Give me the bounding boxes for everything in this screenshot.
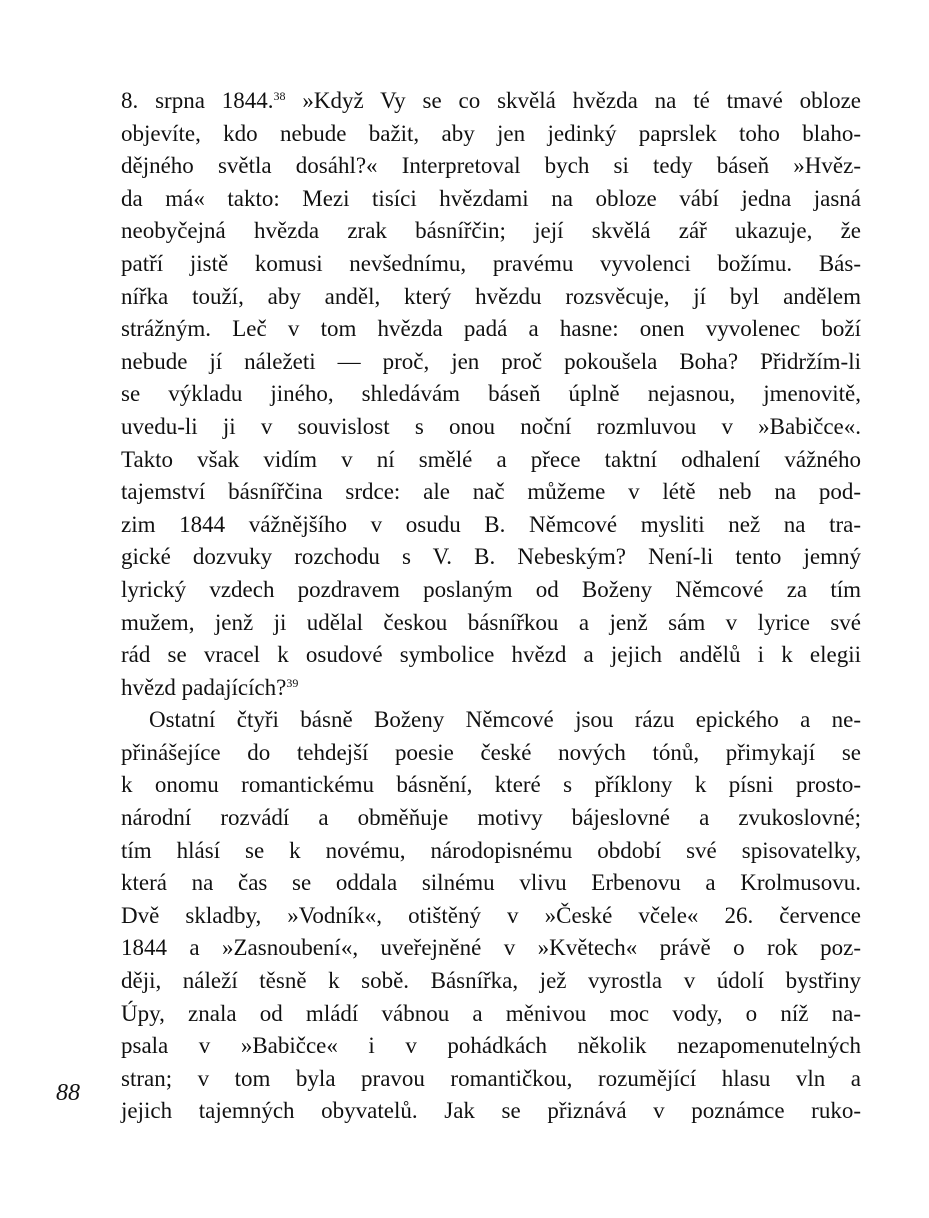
text-line [121,1095,861,1128]
footnote-marker: 39 [286,675,299,690]
line-text: se výkladu jiného, shledávám báseň úplně nejasnou, jmenovitě, [121,381,861,407]
line-text: mužem, jenž ji udělal českou básnířkou a jenž sám v lyrice své [121,609,861,635]
line-text: Dvě skladby, »Vodník«, otištěný v »České včele« 26. července [121,902,861,928]
line-text: dějného světla dosáhl?« Interpretoval bych si tedy báseň »Hvěz- [121,153,861,179]
paragraph [121,85,861,704]
text-line [121,509,861,542]
text-line [121,574,861,607]
text-line [121,607,861,640]
line-text: objevíte, kdo nebude bažit, aby jen jedinký paprslek toho blaho- [121,120,861,146]
line-text: k onomu romantickému básnění, které s příklony k písni prosto- [121,772,861,798]
page-number: 88 [56,1080,80,1106]
text-line [121,900,861,933]
line-text: hvězd padajících? [121,674,287,700]
text-line [121,639,861,672]
line-text: psala v »Babičce« i v pohádkách několik nezapomenutelných [121,1033,861,1059]
paragraph [121,704,861,1128]
text-line [121,411,861,444]
line-text: lyrický vzdech pozdravem poslaným od Boženy Němcové za tím [121,576,861,602]
text-line [121,932,861,965]
text-line [121,672,861,705]
line-text: přinášejíce do tehdejší poesie české nových tónů, přimykají se [121,739,861,765]
text-line [121,183,861,216]
footnote-marker: 38 [273,89,286,103]
line-text: rád se vracel k osudové symbolice hvězd a jejich andělů i k elegii [121,642,861,668]
text-line [121,1030,861,1063]
line-text: tím hlásí se k novému, národopisnému období své spisovatelky, [121,837,861,863]
body-text [121,85,861,1128]
text-line [121,248,861,281]
line-text: národní rozvádí a obměňuje motivy bájeslovné a zvukoslovné; [121,805,861,831]
text-line [121,476,861,509]
text-line [121,965,861,998]
line-text: stran; v tom byla pravou romantičkou, rozumějící hlasu vln a [121,1065,861,1091]
text-line [121,867,861,900]
line-text: strážným. Leč v tom hvězda padá a hasne: onen vyvolenec boží [121,316,861,342]
line-text: gické dozvuky rozchodu s V. B. Nebeským? Není-li tento jemný [121,544,861,570]
text-line [121,215,861,248]
line-text: da má« takto: Mezi tisíci hvězdami na obloze vábí jedna jasná [121,185,861,211]
text-line [121,444,861,477]
line-text: Úpy, znala od mládí vábnou a měnivou moc vody, o níž na- [121,1000,861,1026]
text-line [121,346,861,379]
line-text: 1844 a »Zasnoubení«, uveřejněné v »Květech« právě o rok poz- [121,935,861,961]
text-line [121,541,861,574]
text-line [121,1063,861,1096]
text-line [121,998,861,1031]
line-text: 8. srpna 1844. [121,88,274,113]
line-text: uvedu-li ji v souvislost s onou noční rozmluvou v »Babičce«. [121,413,861,439]
text-line [121,150,861,183]
line-text: Takto však vidím v ní smělé a přece taktní odhalení vážného [121,446,861,472]
text-line [121,313,861,346]
text-line [121,704,861,737]
line-text: Ostatní čtyři básně Boženy Němcové jsou rázu epického a ne- [149,707,861,733]
text-line [121,737,861,770]
line-text: tajemství básnířčina srdce: ale nač můžeme v létě neb na pod- [121,479,861,505]
line-text: »Když Vy se co skvělá hvězda na té tmavé obloze [285,88,861,113]
text-line [121,378,861,411]
line-text: patří jistě komusi nevšednímu, pravému vyvolenci božímu. Bás- [121,250,861,276]
text-line [121,85,861,118]
text-line [121,281,861,314]
text-line [121,118,861,151]
line-text: zim 1844 vážnějšího v osudu B. Němcové mysliti než na tra- [121,511,861,537]
line-text: která na čas se oddala silnému vlivu Erbenovu a Krolmusovu. [121,870,861,896]
text-line [121,835,861,868]
line-text: ději, náleží těsně k sobě. Básnířka, jež vyrostla v údolí bystřiny [121,968,861,994]
text-line [121,802,861,835]
line-text: jejich tajemných obyvatelů. Jak se přiznává v poznámce ruko- [121,1098,861,1124]
line-text: nebude jí náležeti — proč, jen proč pokoušela Boha? Přidržím-li [121,348,861,374]
text-line [121,769,861,802]
line-text: neobyčejná hvězda zrak básnířčin; její skvělá zář ukazuje, že [121,218,861,244]
line-text: nířka touží, aby anděl, který hvězdu rozsvěcuje, jí byl andělem [121,283,861,309]
